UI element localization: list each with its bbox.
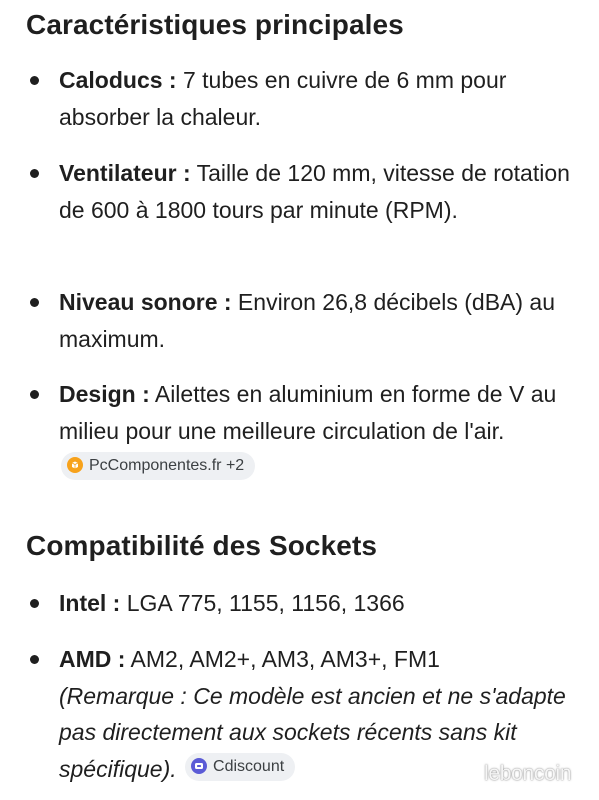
item-value: Taille de 120 mm, vitesse de rotation de 600 à 1800 tours par minute (RPM). xyxy=(59,160,570,223)
list-item-text xyxy=(59,585,586,622)
list-item-text xyxy=(59,62,586,135)
list-item-design xyxy=(26,376,586,486)
list-item-ventilateur xyxy=(26,155,586,228)
item-label: Caloducs : xyxy=(59,67,177,93)
note-text: (Remarque : Ce modèle est ancien et ne s'adapte pas directement aux sockets récents sans kit spécifique). xyxy=(59,682,566,782)
item-value: Ailettes en aluminium en forme de V au milieu pour une meilleure circulation de l'air. xyxy=(59,381,557,444)
list-item-text xyxy=(59,376,586,486)
item-label: Intel : xyxy=(59,590,121,616)
item-value: AM2, AM2+, AM3, AM3+, FM1 xyxy=(125,646,440,672)
pccomponentes-logo-icon xyxy=(67,457,83,473)
cdiscount-logo-icon xyxy=(191,758,207,774)
source-chip-pccomponentes[interactable] xyxy=(61,452,255,480)
item-value: 7 tubes en cuivre de 6 mm pour absorber la chaleur. xyxy=(59,67,507,130)
list-item-intel xyxy=(26,585,586,622)
leboncoin-watermark: leboncoin xyxy=(484,762,572,785)
item-label: Niveau sonore : xyxy=(59,289,232,315)
list-item-caloducs xyxy=(26,62,586,135)
bullet-icon xyxy=(30,298,39,307)
bullet-icon xyxy=(30,599,39,608)
bullet-icon xyxy=(30,390,39,399)
list-item-text xyxy=(59,155,586,228)
item-label: Ventilateur : xyxy=(59,160,191,186)
section-heading-compatibility: Compatibilité des Sockets xyxy=(26,530,378,561)
item-label: AMD : xyxy=(59,646,126,672)
item-label: Design : xyxy=(59,381,150,407)
bullet-icon xyxy=(30,169,39,178)
source-chip-cdiscount[interactable] xyxy=(185,753,295,781)
bullet-icon xyxy=(30,76,39,85)
list-item-niveau-sonore xyxy=(26,284,586,357)
bullet-icon xyxy=(30,655,39,664)
source-chip-label: PcComponentes.fr +2 xyxy=(89,456,245,474)
item-value: Environ 26,8 décibels (dBA) au maximum. xyxy=(59,289,556,352)
list-item-text xyxy=(59,284,586,357)
section-heading-features: Caractéristiques principales xyxy=(26,9,404,40)
item-value: LGA 775, 1155, 1156, 1366 xyxy=(120,590,405,616)
source-chip-label: Cdiscount xyxy=(213,758,285,776)
